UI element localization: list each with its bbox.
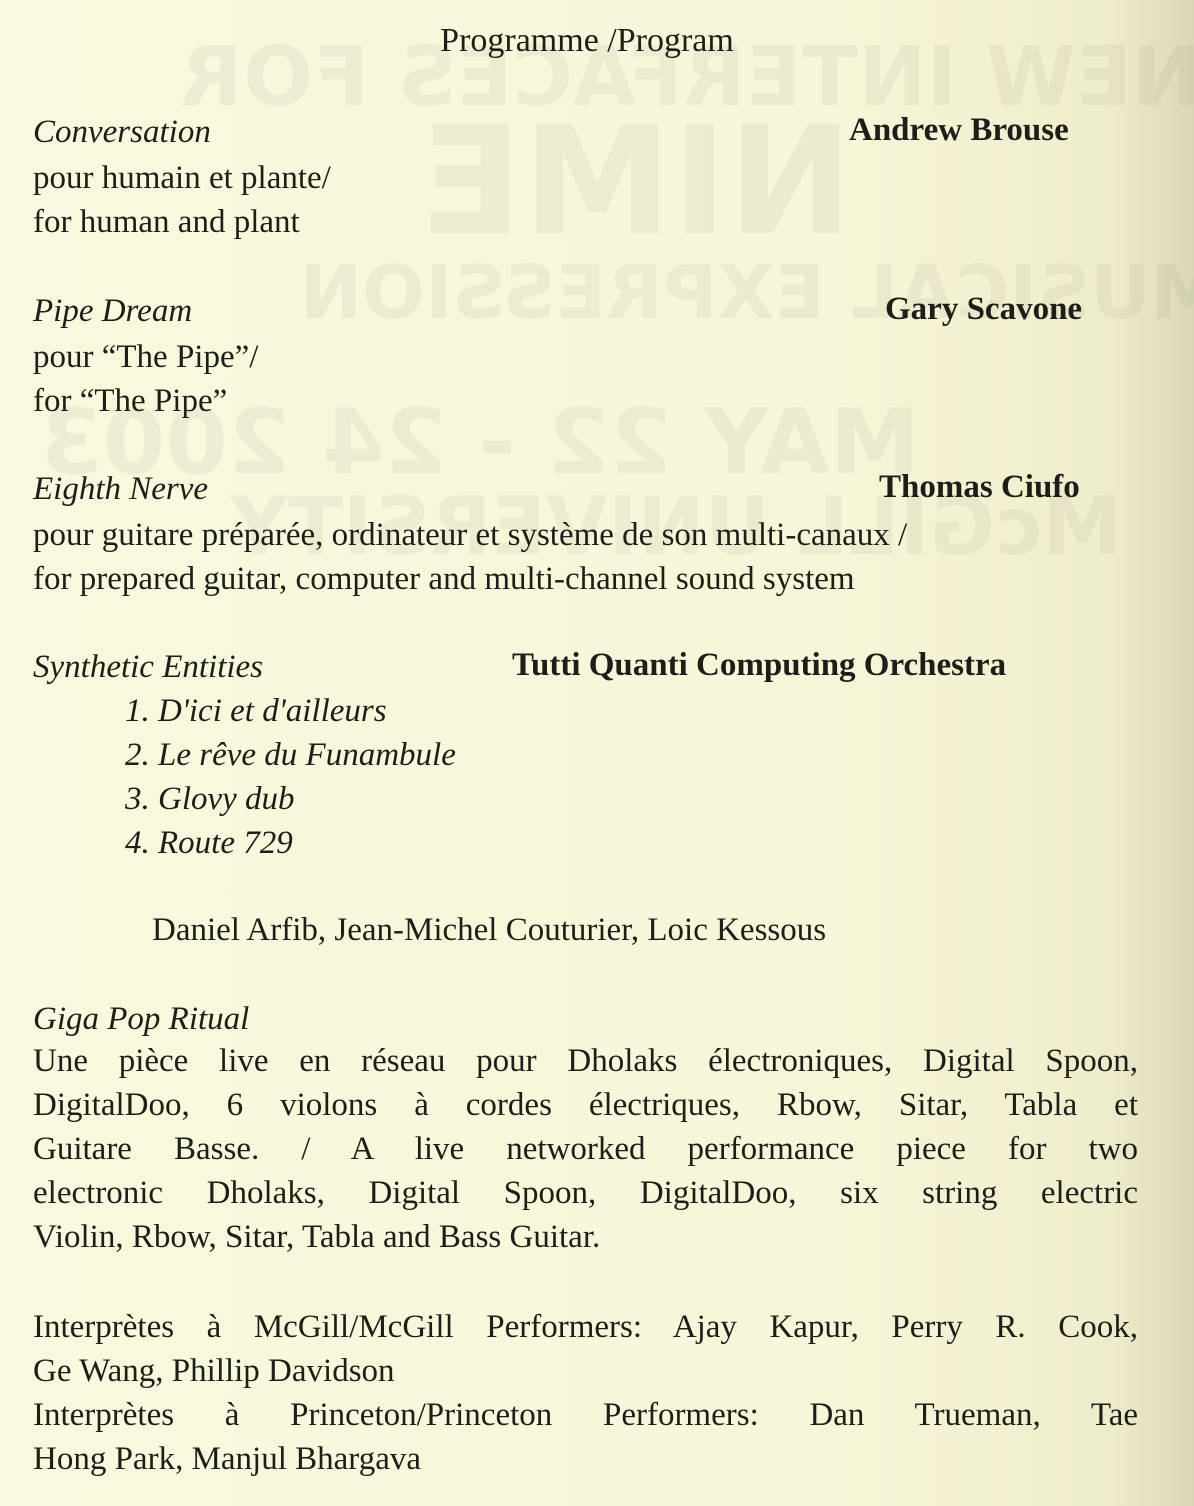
- piece-description: for “The Pipe”: [33, 383, 228, 419]
- composer-name: Tutti Quanti Computing Orchestra: [512, 647, 1007, 683]
- piece-title: Pipe Dream: [33, 293, 193, 329]
- composer-name: Thomas Ciufo: [879, 469, 1080, 505]
- composer-name: Andrew Brouse: [849, 112, 1069, 148]
- movement-item: 1. D'ici et d'ailleurs: [125, 693, 387, 729]
- piece-description: for human and plant: [33, 204, 300, 240]
- piece-description: pour “The Pipe”/: [33, 339, 259, 375]
- show-through-text: [420, 95, 853, 269]
- performers-line: Interprètes à Princeton/Princeton Performers: Dan Trueman, Tae: [33, 1397, 1138, 1433]
- piece-description: for prepared guitar, computer and multi-channel sound system: [33, 561, 855, 597]
- movement-item: 4. Route 729: [125, 825, 293, 861]
- piece-description: Violin, Rbow, Sitar, Tabla and Bass Guitar.: [33, 1219, 601, 1255]
- piece-title: Eighth Nerve: [33, 471, 209, 507]
- piece-description: pour guitare préparée, ordinateur et système de son multi-canaux /: [33, 517, 908, 553]
- piece-description: pour humain et plante/: [33, 160, 331, 196]
- piece-description: Guitare Basse. / A live networked performance piece for two: [33, 1131, 1138, 1167]
- piece-title: Giga Pop Ritual: [33, 1001, 250, 1037]
- performer-credit: Daniel Arfib, Jean-Michel Couturier, Loic Kessous: [152, 912, 827, 948]
- programme-heading: Programme /Program: [440, 22, 734, 59]
- composer-name: Gary Scavone: [885, 291, 1083, 327]
- piece-description: electronic Dholaks, Digital Spoon, DigitalDoo, six string electric: [33, 1175, 1138, 1211]
- piece-title: Conversation: [33, 114, 211, 150]
- performers-line: Ge Wang, Phillip Davidson: [33, 1353, 395, 1389]
- performers-line: Hong Park, Manjul Bhargava: [33, 1441, 421, 1477]
- piece-title: Synthetic Entities: [33, 649, 264, 685]
- movement-item: 2. Le rêve du Funambule: [125, 737, 456, 773]
- movement-item: 3. Glovy dub: [125, 781, 295, 817]
- piece-description: Une pièce live en réseau pour Dholaks électroniques, Digital Spoon,: [33, 1043, 1138, 1079]
- performers-line: Interprètes à McGill/McGill Performers: Ajay Kapur, Perry R. Cook,: [33, 1309, 1138, 1345]
- piece-description: DigitalDoo, 6 violons à cordes électriques, Rbow, Sitar, Tabla et: [33, 1087, 1138, 1123]
